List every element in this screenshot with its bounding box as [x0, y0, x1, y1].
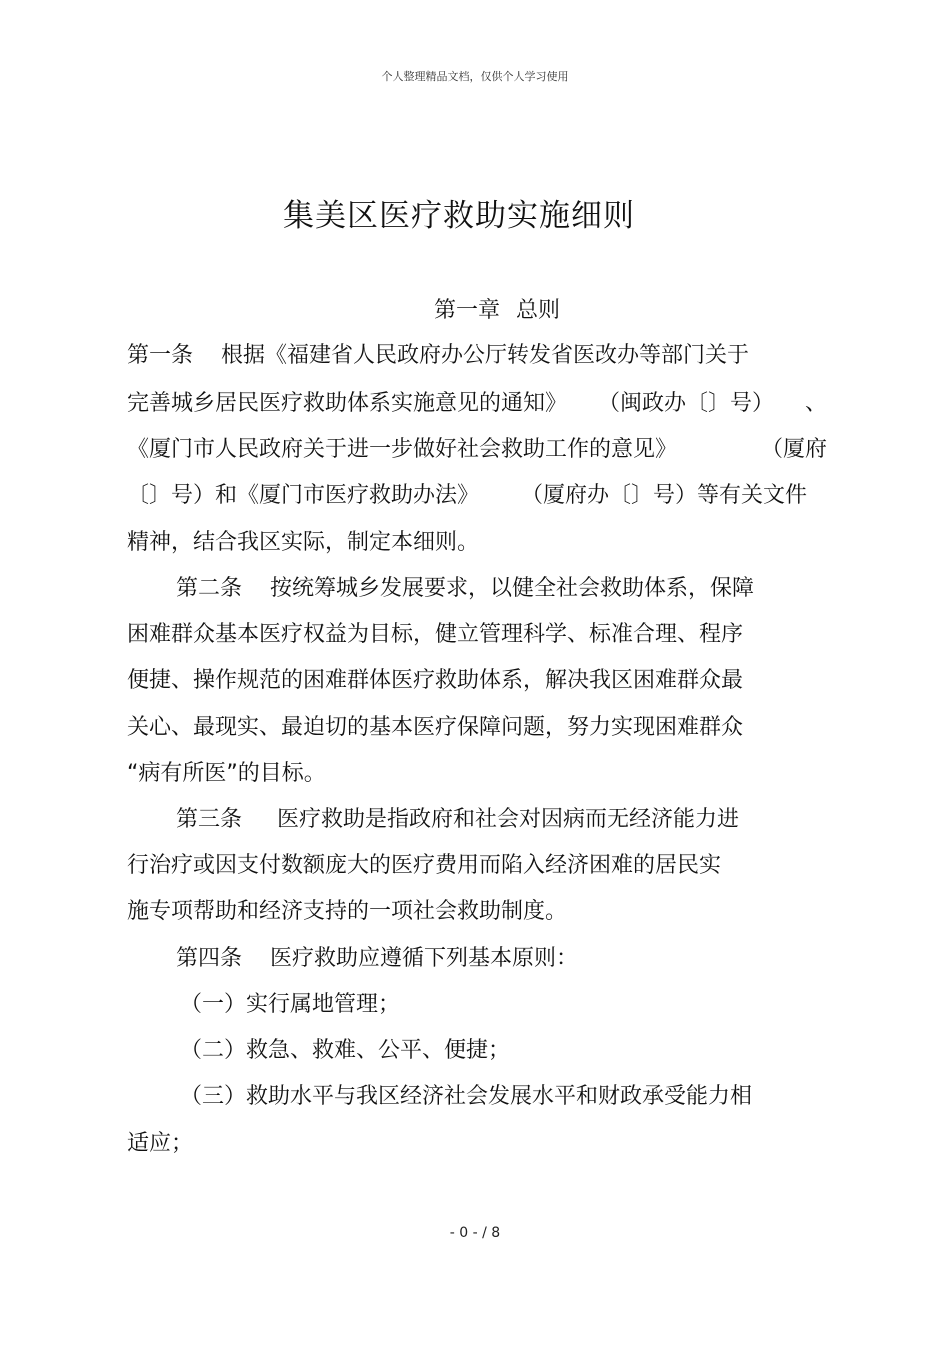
article-1-line-3-a: 《厦门市人民政府关于进一步做好社会救助工作的意见》 — [127, 437, 678, 462]
article-1-line-2-c: 、 — [804, 391, 827, 416]
chapter-number: 第一章 — [433, 298, 500, 323]
page-number: - 0 - / 8 — [449, 1225, 501, 1241]
article-1-line-1: 第一条 根据《福建省人民政府办公厅转发省医改办等部门关于 — [127, 343, 749, 368]
article-2-line-2: 困难群众基本医疗权益为目标，健立管理科学、标准合理、程序 — [127, 622, 744, 647]
article-1-line-3 — [127, 435, 827, 465]
article-4-item-3: （三）救助水平与我区经济社会发展水平和财政承受能力相 — [180, 1084, 753, 1109]
article-4-line-1: 第四条 医疗救助应遵循下列基本原则： — [176, 946, 578, 971]
chapter-heading — [0, 293, 950, 324]
article-3-line-2: 行治疗或因支付数额庞大的医疗费用而陷入经济困难的居民实 — [127, 853, 722, 878]
article-1-line-2-a: 完善城乡居民医疗救助体系实施意见的通知》 — [127, 391, 568, 416]
article-1-line-2-b: （闽政办〔〕号） — [597, 391, 774, 416]
header-note: 个人整理精品文档，仅供个人学习使用 — [381, 70, 569, 83]
article-3-line-1: 第三条 医疗救助是指政府和社会对因病而无经济能力进 — [176, 807, 739, 832]
article-1-line-4-b: （厦府办〔〕号）等有关文件 — [520, 483, 807, 508]
article-3-line-3: 施专项帮助和经济支持的一项社会救助制度。 — [127, 899, 568, 924]
article-1-line-4-a: 〔〕号）和《厦门市医疗救助办法》 — [127, 483, 480, 508]
article-2-line-1: 第二条 按统筹城乡发展要求，以健全社会救助体系，保障 — [176, 576, 754, 601]
article-1-line-4 — [127, 481, 807, 511]
article-2-line-4: 关心、最现实、最迫切的基本医疗保障问题，努力实现困难群众 — [127, 715, 744, 740]
article-2-line-5: “病有所医”的目标。 — [127, 761, 326, 786]
article-1-line-2 — [127, 389, 827, 419]
article-4-item-2: （二）救急、救难、公平、便捷； — [180, 1038, 511, 1063]
document-title: 集美区医疗救助实施细则 — [283, 198, 635, 234]
chapter-name: 总则 — [516, 298, 561, 323]
article-1-line-5: 精神，结合我区实际，制定本细则。 — [127, 530, 480, 555]
article-4-item-3-cont: 适应； — [127, 1131, 194, 1156]
article-1-line-3-b: （厦府 — [760, 437, 827, 462]
article-2-line-3: 便捷、操作规范的困难群体医疗救助体系，解决我区困难群众最 — [127, 668, 744, 693]
article-4-item-1: （一）实行属地管理； — [180, 992, 401, 1017]
